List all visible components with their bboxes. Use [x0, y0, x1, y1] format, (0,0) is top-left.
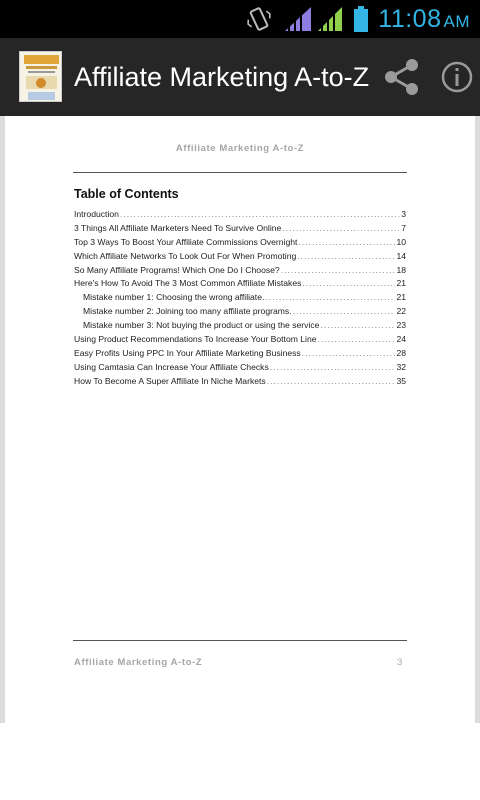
toc-entry-page: 7	[401, 222, 406, 233]
bottom-blank-area	[0, 723, 480, 800]
toc-leader-dots	[281, 265, 396, 275]
toc-entry[interactable]	[74, 292, 406, 306]
toc-entry-page: 22	[396, 306, 406, 317]
clock	[378, 4, 470, 37]
signal-icon-2	[317, 6, 343, 32]
toc-entry[interactable]	[74, 209, 406, 223]
toc-leader-dots	[293, 306, 396, 316]
toc-entry[interactable]	[74, 237, 406, 251]
toc-entry[interactable]	[74, 348, 406, 362]
toc-entry[interactable]	[74, 265, 406, 279]
toc-entry-page: 3	[401, 209, 406, 219]
clock-ampm: AM	[443, 12, 470, 31]
toc-entry[interactable]	[74, 320, 406, 334]
toc-entry[interactable]	[74, 278, 406, 292]
clock-time: 11:08	[378, 5, 442, 33]
toc-leader-dots	[318, 334, 396, 344]
footer-divider	[73, 640, 407, 641]
toc-entry[interactable]	[74, 362, 406, 376]
toc-entry[interactable]	[74, 223, 406, 237]
toc-leader-dots	[320, 320, 395, 330]
share-icon	[381, 56, 423, 98]
toc-entry-title: Easy Profits Using PPC In Your Affiliate Marketing Business	[74, 347, 301, 358]
toc-entry-title: Top 3 Ways To Boost Your Affiliate Commissions Overnight	[74, 236, 298, 247]
battery-icon	[352, 5, 370, 33]
toc-leader-dots	[282, 223, 400, 233]
toc-entry[interactable]	[74, 376, 406, 390]
toc-entry[interactable]	[74, 334, 406, 348]
toc-entry-title: How To Become A Super Affiliate In Niche Markets	[74, 375, 266, 386]
toc-entry-page: 18	[396, 264, 406, 275]
toc-entry-page: 28	[396, 347, 406, 358]
app-title: Affiliate Marketing A-to-Z	[74, 62, 370, 92]
action-bar	[0, 38, 480, 116]
document-viewer[interactable]	[0, 116, 480, 723]
info-icon	[440, 60, 474, 94]
toc-entry-title: Which Affiliate Networks To Look Out For When Promoting	[74, 250, 297, 261]
toc-entry-title: Using Camtasia Can Increase Your Affiliate Checks	[74, 361, 269, 372]
page-footer-title: Affiliate Marketing A-to-Z	[74, 657, 203, 668]
toc-entry-page: 23	[396, 320, 406, 331]
toc-entry[interactable]	[74, 251, 406, 265]
toc-entry-page: 21	[396, 292, 406, 303]
toc-leader-dots	[270, 362, 396, 372]
toc-entry-title: Mistake number 1: Choosing the wrong affiliate.	[83, 292, 265, 303]
toc-entry-title: So Many Affiliate Programs! Which One Do I Choose?	[74, 264, 280, 275]
header-divider	[73, 172, 407, 173]
toc-list	[74, 209, 406, 390]
toc-entry-title: Mistake number 3: Not buying the product or using the service	[83, 320, 320, 331]
toc-entry-page: 14	[396, 250, 406, 261]
share-button[interactable]	[381, 56, 423, 98]
vibrate-icon	[246, 6, 272, 32]
status-bar	[0, 0, 480, 38]
document-page[interactable]	[5, 116, 475, 723]
info-button[interactable]	[440, 60, 474, 94]
toc-entry-page: 35	[396, 375, 406, 386]
toc-entry-page: 24	[396, 334, 406, 345]
toc-heading: Table of Contents	[74, 187, 179, 201]
toc-entry-title: Introduction	[74, 209, 119, 219]
toc-entry[interactable]	[74, 306, 406, 320]
app-icon[interactable]	[19, 51, 62, 102]
toc-entry-title: Using Product Recommendations To Increase Your Bottom Line	[74, 334, 317, 345]
page-header: Affiliate Marketing A-to-Z	[175, 143, 305, 154]
toc-leader-dots	[297, 251, 395, 261]
toc-leader-dots	[265, 292, 395, 302]
toc-entry-page: 10	[396, 236, 406, 247]
toc-entry-title: Mistake number 2: Joining too many affiliate programs.	[83, 306, 292, 317]
toc-leader-dots	[302, 278, 395, 288]
toc-entry-page: 32	[396, 361, 406, 372]
toc-leader-dots	[120, 209, 400, 219]
toc-entry-title: 3 Things All Affiliate Marketers Need To Survive Online	[74, 222, 282, 233]
toc-leader-dots	[302, 348, 396, 358]
toc-entry-title: Here's How To Avoid The 3 Most Common Affiliate Mistakes	[74, 278, 302, 289]
toc-leader-dots	[267, 376, 396, 386]
signal-icon-1	[284, 6, 312, 32]
page-number: 3	[397, 657, 403, 668]
book-cover-icon	[20, 52, 62, 102]
toc-entry-page: 21	[396, 278, 406, 289]
toc-leader-dots	[298, 237, 395, 247]
